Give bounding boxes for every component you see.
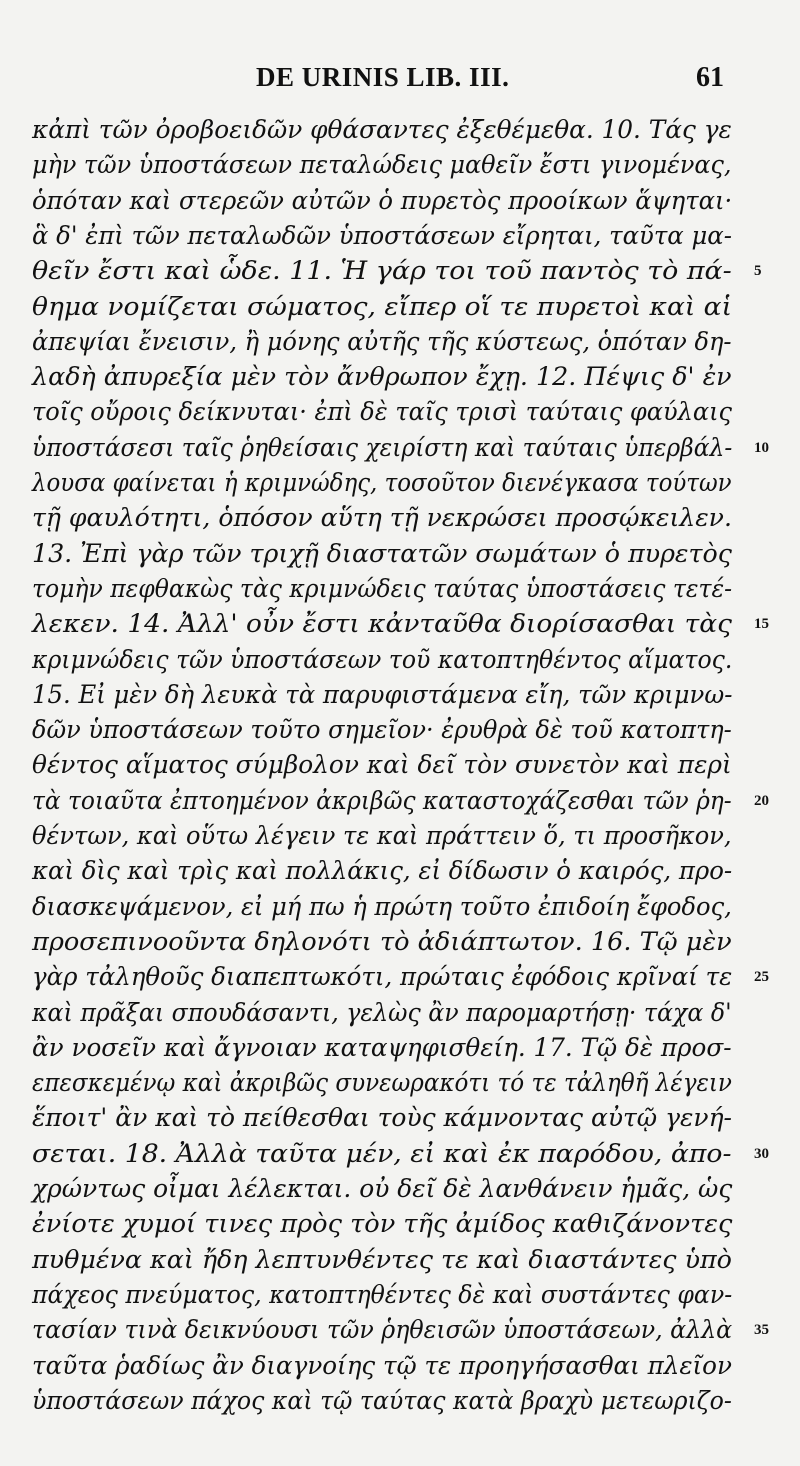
text-line: τομὴν πεφθακὼς τὰς κριμνώδεις ταύτας ὑποστάσεις τετέ- <box>32 573 733 603</box>
text-line: λουσα φαίνεται ἡ κριμνώδης, τοσοῦτον διενέγκασα τούτων <box>32 468 732 497</box>
text-line: κριμνώδεις τῶν ὑποστάσεων τοῦ κατοπτηθέντος αἵματος. <box>32 644 733 674</box>
text-line: ταῦτα ῥαδίως ἂν διαγνοίης τῷ τε προηγήσασθαι πλεῖον <box>32 1350 732 1380</box>
text-line: μὴν τῶν ὑποστάσεων πεταλώδεις μαθεῖν ἔστι γινομένας, <box>32 150 732 180</box>
text-line: θεῖν ἔστι καὶ ὧδε. 11. Ἡ γάρ τοι τοῦ παντὸς τὸ πά- <box>32 256 732 286</box>
page-number: 61 <box>696 62 724 93</box>
text-line: λαδὴ ἀπυρεξία μὲν τὸν ἄνθρωπον ἔχῃ. 12. Πέψις δ' ἐν <box>32 362 732 392</box>
text-line: λεκεν. 14. Ἀλλ' οὖν ἔστι κἀνταῦθα διορίσασθαι τὰς <box>32 609 732 639</box>
text-line: ὑποστάσεσι ταῖς ῥηθείσαις χειρίστη καὶ ταύταις ὑπερβάλ- <box>32 432 733 462</box>
text-line: καὶ δὶς καὶ τρὶς καὶ πολλάκις, εἰ δίδωσιν ὁ καιρός, προ- <box>32 856 733 886</box>
page-header <box>40 62 760 102</box>
text-line: κἀπὶ τῶν ὀροβοειδῶν φθάσαντες ἐξεθέμεθα. 10. Τάς γε <box>32 115 732 144</box>
line-number: 15 <box>754 616 769 633</box>
text-line: γὰρ τἀληθοῦς διαπεπτωκότι, πρώταις ἐφόδοις κρῖναί τε <box>32 962 733 992</box>
text-line: διασκεψάμενον, εἰ μή πω ἡ πρώτη τοῦτο ἐπιδοίη ἔφοδος, <box>32 891 732 921</box>
text-line: σεται. 18. Ἀλλὰ ταῦτα μέν, εἰ καὶ ἐκ παρόδου, ἀπο- <box>32 1138 732 1168</box>
text-line: καὶ πρᾶξαι σπουδάσαντι, γελὼς ἂν παρομαρτήσῃ· τάχα δ' <box>32 997 732 1027</box>
text-line: πάχεος πνεύματος, κατοπτηθέντες δὲ καὶ συστάντες φαν- <box>32 1279 733 1309</box>
line-number: 30 <box>754 1145 769 1162</box>
line-number: 35 <box>754 1322 769 1339</box>
text-line: ἀπεψίαι ἔνεισιν, ἢ μόνης αὐτῆς τῆς κύστεως, ὁπόταν δη- <box>32 326 732 356</box>
text-line: ἂν νοσεῖν καὶ ἄγνοιαν καταψηφισθείη. 17. Τῷ δὲ προσ- <box>32 1032 732 1062</box>
text-line: πυθμένα καὶ ἤδη λεπτυνθέντες τε καὶ διαστάντες ὑπὸ <box>32 1244 732 1274</box>
text-line: 15. Εἰ μὲν δὴ λευκὰ τὰ παρυφιστάμενα εἴη, τῶν κριμνω- <box>32 679 733 709</box>
text-line: δῶν ὑποστάσεων τοῦτο σημεῖον· ἐρυθρὰ δὲ τοῦ κατοπτη- <box>32 715 732 745</box>
text-line: χρώντως οἶμαι λέλεκται. οὐ δεῖ δὲ λανθάνειν ἡμᾶς, ὡς <box>32 1174 733 1203</box>
text-line: τασίαν τινὰ δεικνύουσι τῶν ῥηθεισῶν ὑποστάσεων, ἀλλὰ <box>32 1315 733 1345</box>
text-line: 13. Ἐπὶ γὰρ τῶν τριχῇ διαστατῶν σωμάτων ὁ πυρετὸς <box>32 538 732 568</box>
text-line: επεσκεμένῳ καὶ ἀκριβῶς συνεωρακότι τό τε τἀληθῆ λέγειν <box>32 1068 732 1098</box>
text-line: ἃ δ' ἐπὶ τῶν πεταλωδῶν ὑποστάσεων εἴρηται, ταῦτα μα- <box>32 220 732 250</box>
text-line: προσεπινοοῦντα δηλονότι τὸ ἀδιάπτωτον. 16. Τῷ μὲν <box>32 926 732 956</box>
line-number: 20 <box>754 792 769 809</box>
text-line: θημα νομίζεται σώματος, εἴπερ οἵ τε πυρετοὶ καὶ αἱ <box>32 291 732 321</box>
text-line: θέντων, καὶ οὕτω λέγειν τε καὶ πράττειν ὅ, τι προσῆκον, <box>32 821 732 850</box>
text-line: ἕποιτ' ἂν καὶ τὸ πείθεσθαι τοὺς κάμνοντας αὐτῷ γενή- <box>32 1103 732 1133</box>
text-line: τὰ τοιαῦτα ἐπτοημένον ἀκριβῶς καταστοχάζεσθαι τῶν ῥη- <box>32 785 732 815</box>
line-number: 25 <box>754 969 769 986</box>
running-title: DE URINIS LIB. III. <box>256 62 510 92</box>
text-line: ἐνίοτε χυμοί τινες πρὸς τὸν τῆς ἀμίδος καθιζάνοντες <box>32 1209 733 1239</box>
text-line: τοῖς οὔροις δείκνυται· ἐπὶ δὲ ταῖς τρισὶ ταύταις φαύλαις <box>32 397 732 427</box>
text-line: ὁπόταν καὶ στερεῶν αὐτῶν ὁ πυρετὸς προοίκων ἅψηται· <box>32 185 733 215</box>
line-number: 10 <box>754 439 769 456</box>
text-line: θέντος αἵματος σύμβολον καὶ δεῖ τὸν συνετὸν καὶ περὶ <box>32 750 732 780</box>
text-line: τῇ φαυλότητι, ὁπόσον αὕτη τῇ νεκρώσει προσῴκειλεν. <box>32 503 732 533</box>
text-line: ὑποστάσεων πάχος καὶ τῷ ταύτας κατὰ βραχὺ μετεωριζο- <box>32 1385 732 1415</box>
line-number: 5 <box>754 263 762 280</box>
